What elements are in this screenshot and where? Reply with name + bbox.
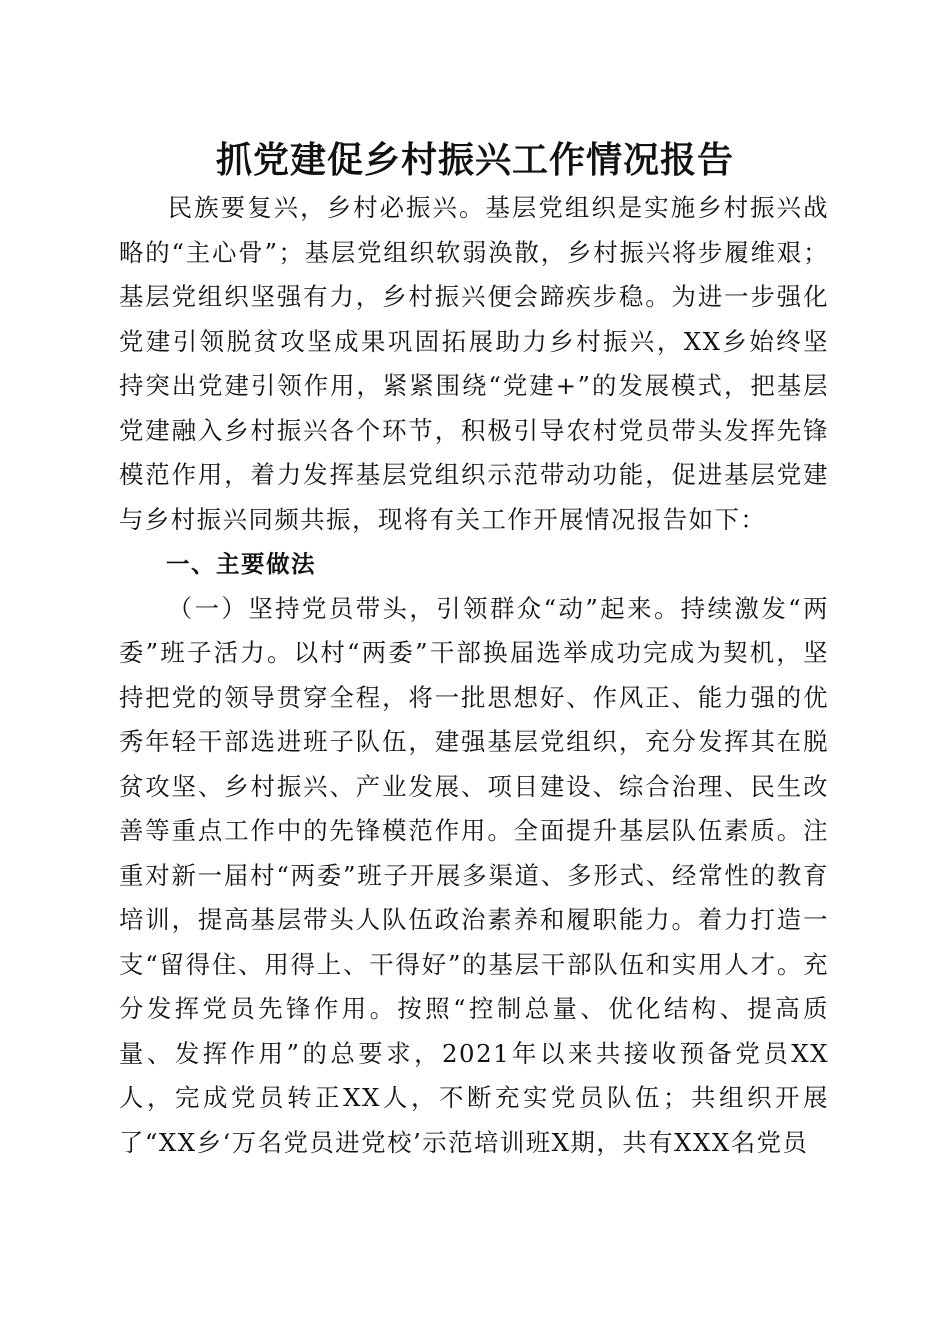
document-title: 抓党建促乡村振兴工作情况报告: [215, 139, 734, 181]
subsection-body: 持续激发“两委”班子活力。以村“两委”干部换届选举成功完成为契机，坚持把党的领导贯穿全程，将一批思想好、作风正、能力强的优秀年轻干部选进班子队伍，建强基层党组织，充分发挥其在脱贫攻坚、乡村振兴、产业发展、项目建设、综合治理、民生改善等重点工作中的先锋模范作用。全面提升基层队伍素质。注重对新一届村“两委”班子开展多渠道、多形式、经常性的教育培训，提高基层带头人队伍政治素养和履职能力。着力打造一支“留得住、用得上、干得好”的基层干部队伍和实用人才。充分发挥党员先锋作用。按照“控制总量、优化结构、提高质量、发挥作用”的总要求，2021年以来共接收预备党员XX人，完成党员转正XX人，不断充实党员队伍；共组织开展了“XX乡‘万名党员进党校’示范培训班X期，共有XXX名党员: [119, 593, 829, 1157]
document-body: [119, 186, 829, 1165]
subsection-paragraph: [119, 587, 829, 1166]
intro-paragraph: 民族要复兴，乡村必振兴。基层党组织是实施乡村振兴战略的“主心骨”；基层党组织软弱涣散，乡村振兴将步履维艰；基层党组织坚强有力，乡村振兴便会蹄疾步稳。为进一步强化党建引领脱贫攻坚成果巩固拓展助力乡村振兴，XX乡始终坚持突出党建引领作用，紧紧围绕“党建+”的发展模式，把基层党建融入乡村振兴各个环节，积极引导农村党员带头发挥先锋模范作用，着力发挥基层党组织示范带动功能，促进基层党建与乡村振兴同频共振，现将有关工作开展情况报告如下：: [119, 193, 829, 534]
subsection-lead: （一）坚持党员带头，引领群众“动”起来。: [167, 593, 681, 623]
section-heading: 一、主要做法: [166, 550, 316, 578]
